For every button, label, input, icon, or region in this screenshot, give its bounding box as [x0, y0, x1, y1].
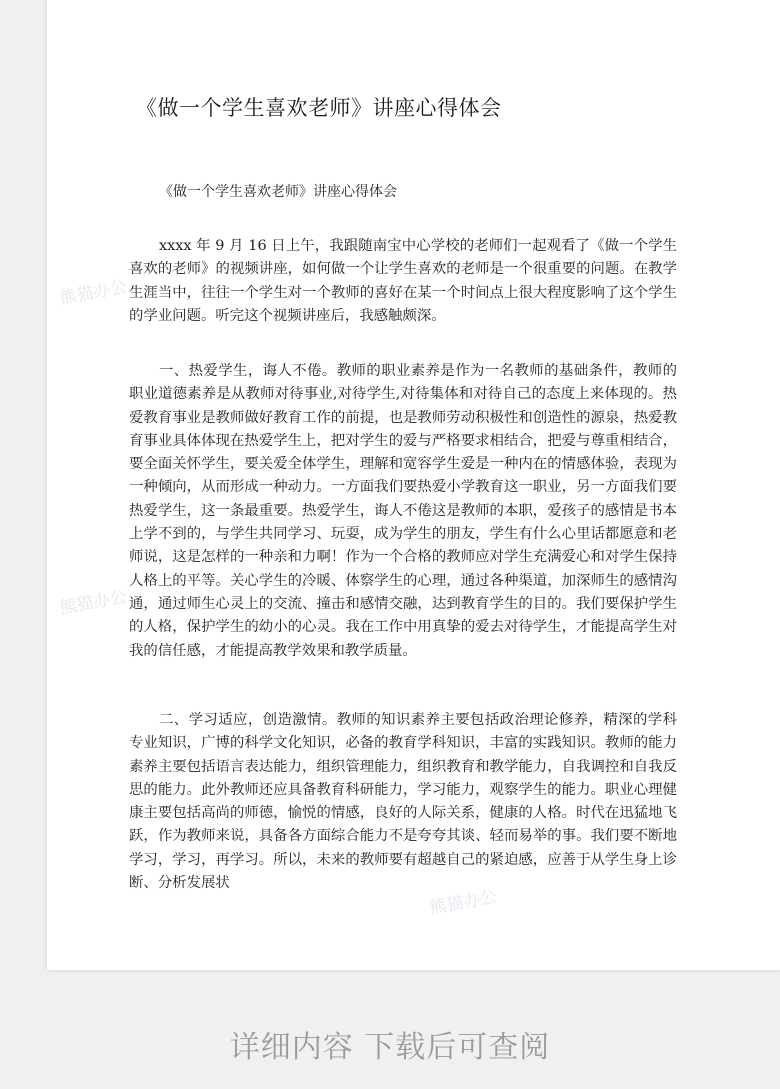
- document-page: [47, 0, 780, 970]
- document-title: 《做一个学生喜欢老师》讲座心得体会: [136, 96, 502, 120]
- paragraph-section-two: 二、学习适应，创造激情。教师的知识素养主要包括政治理论修养，精深的学科专业知识，广博的科学文化知识，必备的教育学科知识，丰富的实践知识。教师的能力素养主要包括语言表达能力，组织管理能力，组织教育和教学能力，自我调控和自我反思的能力。此外教师还应具备教育科研能力，学习能力，观察学生的能力。职业心理健康主要包括高尚的师德，愉悦的情感，良好的人际关系，健康的人格。时代在迅猛地飞跃，作为教师来说，具备各方面综合能力不是夸夸其谈、轻而易举的事。我们要不断地学习，学习，再学习。所以，未来的教师要有超越自己的紧迫感，应善于从学生身上诊断、分析发展状: [129, 712, 677, 892]
- watermark-logo: 熊猫办公: [58, 587, 129, 619]
- paragraph-intro: xxxx 年 9 月 16 日上午，我跟随南宝中心学校的老师们一起观看了《做一个学生喜欢的老师》的视频讲座，如何做一个让学生喜欢的老师是一个很重要的问题。在教学生涯当中，往往一个学生对一个教师的喜好在某一个时间点上很大程度影响了这个学生的学业问题。听完这个视频讲座后，我感触颇深。: [129, 238, 677, 324]
- watermark-logo: 熊猫办公: [58, 277, 129, 309]
- download-prompt: 详细内容 下载后可查阅: [229, 1030, 551, 1065]
- paragraph-section-one: 一、热爱学生，诲人不倦。教师的职业素养是作为一名教师的基础条件，教师的职业道德素养是从教师对待事业,对待学生,对待集体和对待自己的态度上来体现的。热爱教育事业是教师做好教育工作的前提，也是教师劳动积极性和创造性的源泉，热爱教育事业具体体现在热爱学生上，把对学生的爱与严格要求相结合，把爱与尊重相结合，要全面关怀学生，要关爱全体学生，理解和宽容学生爱是一种内在的情感体验，表现为一种倾向，从而形成一种动力。一方面我们要热爱小学教育这一职业，另一方面我们要热爱学生，这一条最重要。热爱学生，诲人不倦这是教师的本职，爱孩子的感情是书本上学不到的，与学生共同学习、玩耍，成为学生的朋友，学生有什么心里话都愿意和老师说，这是怎样的一种亲和力啊！作为一个合格的教师应对学生充满爱心和对学生保持人格上的平等。关心学生的冷暖、体察学生的心理，通过各种渠道，加深师生的感情沟通，通过师生心灵上的交流、撞击和感情交融，达到教育学生的目的。我们要保护学生的人格，保护学生的幼小的心灵。我在工作中用真挚的爱去对待学生，才能提高学生对我的信任感，才能提高教学效果和教学质量。: [129, 363, 677, 659]
- document-subtitle: 《做一个学生喜欢老师》讲座心得体会: [159, 184, 397, 200]
- watermark-logo: 熊猫办公: [428, 887, 499, 919]
